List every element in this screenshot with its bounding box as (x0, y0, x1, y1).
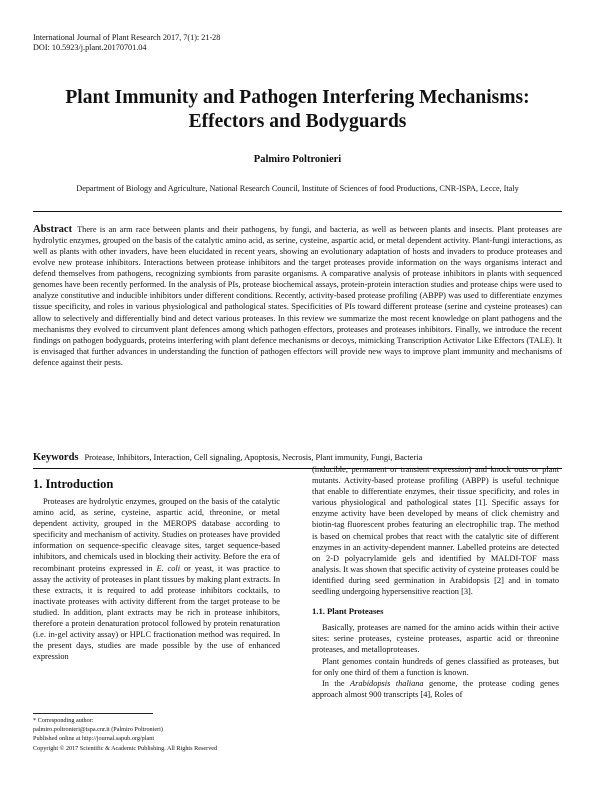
title-line-2: Effectors and Bodyguards (188, 111, 407, 132)
p3-text-part-1: In the (322, 678, 351, 688)
species-arabidopsis: Arabidopsis thaliana (350, 678, 424, 688)
top-divider (33, 211, 562, 212)
keywords-text: Protease, Inhibitors, Interaction, Cell signaling, Apoptosis, Necrosis, Plant immunity, Fungi, Bacteria (84, 453, 423, 462)
intro-text-part-1: Proteases are hydrolytic enzymes, grouped on the basis of the catalytic amino acid, as serine, cysteine, aspartic acid, threonine, or metal dependent activity, grouped in the MEROPS database according to specificity and mechanism of activity. Studies on proteases have provided information on sequence-specific cleavage sites, target sequence-based inhibitors, and chemicals used in blocking their activity. Before the era of recombinant proteins expressed in (33, 497, 280, 573)
doi: DOI: 10.5923/j.plant.20170701.04 (33, 43, 147, 52)
left-column (33, 496, 280, 662)
proteases-paragraph-2: Plant genomes contain hundreds of genes classified as proteases, but for only one third of them a function is known. (312, 656, 559, 677)
subsection-heading-plant-proteases: 1.1. Plant Proteases (312, 606, 384, 617)
journal-citation: International Journal of Plant Research 2017, 7(1): 21-28 (33, 33, 221, 42)
footnote-divider (33, 713, 153, 714)
paper-title (20, 86, 575, 134)
section-heading-introduction: 1. Introduction (33, 477, 114, 491)
intro-text-part-2: or yeast, it was practice to assay the activity of proteases in plant tissues by making plant extracts. In these extracts, it is required to add protease inhibitors cocktails, to inactivate proteases with activity different from the target protease to be studied. In addition, plant extracts may be rich in protease inhibitors, therefore a protein denaturation protocol followed by protein renaturation (i.e. in-gel activity assay) or HPLC fractionation method was required. In the present days, studies are made possible by the use of enhanced expression (33, 563, 280, 662)
footnote-email: palmiro.poltronieri@ispa.cnr.it (Palmiro Poltronieri) (33, 726, 163, 734)
intro-paragraph-1 (33, 496, 280, 662)
proteases-paragraph-1: Basically, proteases are named for the amino acids within their active sites: serine proteases, cysteine proteases, aspartic acid or threonine proteases, and metalloproteases. (312, 623, 559, 655)
right-column (312, 464, 559, 700)
author-name: Palmiro Poltronieri (253, 154, 342, 165)
affiliation: Department of Biology and Agriculture, National Research Council, Institute of Sciences of food Productions, CNR-ISPA, Lecce, Italy (76, 184, 519, 193)
species-ecoli: E. coli (156, 563, 181, 573)
abstract (33, 224, 562, 368)
proteases-paragraph-3 (312, 678, 559, 700)
footnote (33, 716, 283, 753)
footnote-copyright: Copyright © 2017 Scientific & Academic Publishing. All Rights Reserved (33, 744, 218, 752)
abstract-label: Abstract (33, 224, 73, 235)
keywords-label: Keywords (33, 452, 79, 463)
footnote-published: Published online at http://journal.sapub.org/plant (33, 735, 155, 743)
intro-paragraph-continued: (inducible, permanent or transient expression) and knock outs or plant mutants. Activity-based protease profiling (ABPP) is useful technique that enable to differentiate enzymes, their tissue specificity, and roles in various physiological and pathological states [1]. Specific assays for enzyme activity have been developed by means of click chemistry and biotin-tag fluorescent probes featuring an electrophilic trap. The method is based on chemical probes that react with the catalytic site of different enzymes in an activity-dependent manner. Labelled proteins are detected on 2-D polyacrylamide gels and identified by MALDI-TOF mass analysis. It was shown that specific activity of cysteine proteases could be identified during seed germination in Arabidopsis [2] and in tomato seedling undergoing hypersensitive reaction [3]. (312, 465, 559, 597)
keywords (33, 452, 562, 463)
footnote-corresponding: * Corresponding author: (33, 717, 94, 724)
title-line-1: Plant Immunity and Pathogen Interfering Mechanisms: (65, 87, 530, 108)
abstract-text: There is an arm race between plants and their pathogens, by fungi, and bacteria, as well as between plants and insects. Plant proteases are hydrolytic enzymes, grouped on the basis of the catalytic amino acid, as serine, cysteine, aspartic acid, or metal dependent activity. Plant-fungi interactions, as well as plants with other invaders, have been elucidated in recent years, showing an evolutionary adaptation of hosts and invaders to produce proteases and evolve new protease inhibitors. Interactions between protease inhibitors and the target proteases provide information on the ways organisms interact and defend themselves from pathogens, recognizing symbionts from parasite organisms. A comparative analysis of protease inhibitors in plants with sequenced genomes have been recently performed. In the analysis of PIs, protease biochemical assays, protein-protein interaction studies and protease chips were used to analyze constitutive and inducible inhibitors under different conditions. Recently, activity-based protease profiling (ABPP) was used to differentiate enzymes tissue specificity, and roles in various physiological and pathological states. Specificities of PIs toward different protease (serine and cysteine proteases) can allow to selectively and differentially bind and detect various proteases. In this review we summarize the most recent knowledge on plant pathogens and the mechanisms they evolved to circumvent plant defences among which pathogen effectors, proteases and proteases inhibitors. Finally, we introduce the recent findings on pathogen bodyguards, proteins interfering with plant defence mechanisms or decoys, mimicking Transcription Activator Like Effectors (TALE). It is envisaged that further advances in understanding the function of pathogen effectors will provide new ways to improve plant immunity and mechanisms of defence against their pests. (33, 225, 562, 367)
p3-text-part-2: genome, the protease coding genes approach almost 900 transcripts [4], Roles of (312, 678, 559, 699)
